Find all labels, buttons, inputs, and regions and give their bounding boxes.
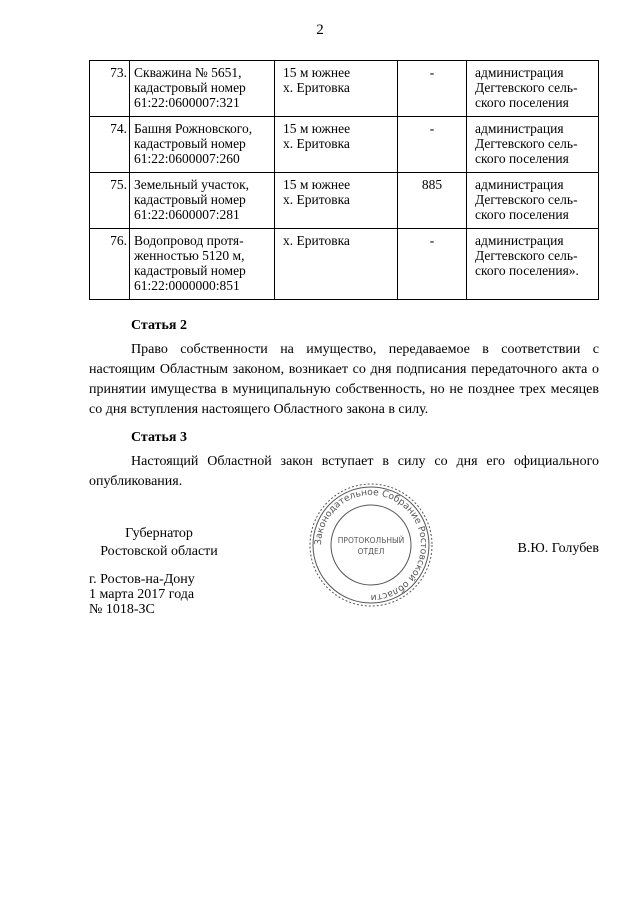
object-name [130, 229, 275, 300]
object-name-line: Скважина № 5651, [134, 65, 242, 80]
object-location [275, 173, 398, 229]
article-2-text: Право собственности на имущество, передаваемое в соответствии с настоящим Областным законом, возникает со дня подписания передаточного акта о принятии имущества в муниципальную собственность, но не позднее трех месяцев со дня вступления настоящего Областного закона в силу. [89, 342, 599, 417]
object-location [275, 61, 398, 117]
date: 1 марта 2017 года [89, 587, 195, 602]
table-row [90, 229, 599, 300]
row-number: 74. [90, 117, 130, 173]
object-name-line: Башня Рожновского, [134, 121, 253, 136]
recipient-line: администрация [475, 65, 564, 80]
table-row [90, 173, 599, 229]
object-location [275, 117, 398, 173]
city: г. Ростов-на-Дону [89, 572, 195, 587]
recipient-line: Дегтевского сель- [475, 136, 578, 151]
object-name-line: 61:22:0000000:851 [134, 278, 240, 293]
seal-outer-ring [310, 484, 432, 606]
place-date-number [89, 572, 195, 617]
page-number: 2 [316, 22, 324, 38]
object-name-line: Водопровод протя- [134, 233, 244, 248]
object-name-line: 61:22:0600007:281 [134, 207, 240, 222]
recipient-line: администрация [475, 233, 564, 248]
object-name-line: кадастровый номер [134, 192, 246, 207]
article-3-text: Настоящий Областной закон вступает в силу со дня его официального опубликования. [89, 454, 599, 489]
object-name-line: кадастровый номер [134, 80, 246, 95]
recipient-line: ского поселения». [475, 263, 579, 278]
object-area: 885 [398, 173, 467, 229]
object-location-line: х. Еритовка [283, 136, 350, 151]
object-location-line: х. Еритовка [283, 233, 350, 248]
property-table [89, 60, 599, 300]
object-location-line: 15 м южнее [283, 121, 351, 136]
official-seal [308, 482, 434, 608]
object-location-line: х. Еритовка [283, 192, 350, 207]
object-area: - [398, 117, 467, 173]
recipient-line: ского поселения [475, 207, 569, 222]
object-name-line: 61:22:0600007:321 [134, 95, 240, 110]
object-name-line: 61:22:0600007:260 [134, 151, 240, 166]
recipient-line: ского поселения [475, 151, 569, 166]
position-line-2: Ростовской области [100, 544, 218, 559]
table-row [90, 117, 599, 173]
object-location-line: 15 м южнее [283, 177, 351, 192]
position-line-1: Губернатор [125, 526, 193, 541]
object-name-line: женностью 5120 м, [134, 248, 245, 263]
seal-inner-ring [331, 505, 411, 585]
object-name [130, 61, 275, 117]
recipient [467, 229, 599, 300]
article-3-title: Статья 3 [131, 430, 187, 445]
recipient-line: Дегтевского сель- [475, 192, 578, 207]
recipient-line: Дегтевского сель- [475, 248, 578, 263]
object-location-line: 15 м южнее [283, 65, 351, 80]
object-area: - [398, 61, 467, 117]
recipient-line: администрация [475, 121, 564, 136]
law-number: № 1018-ЗС [89, 602, 155, 617]
seal-ring-text: Законодательное Собрание Ростовской области [312, 486, 430, 604]
recipient-line: администрация [475, 177, 564, 192]
object-name-line: Земельный участок, [134, 177, 250, 192]
object-name [130, 117, 275, 173]
recipient [467, 61, 599, 117]
object-location-line: х. Еритовка [283, 80, 350, 95]
object-location [275, 229, 398, 300]
object-name-line: кадастровый номер [134, 263, 246, 278]
recipient [467, 117, 599, 173]
seal-center-line-1: ПРОТОКОЛЬНЫЙ [337, 536, 405, 545]
recipient-line: Дегтевского сель- [475, 80, 578, 95]
object-area: - [398, 229, 467, 300]
row-number: 73. [90, 61, 130, 117]
seal-center-line-2: ОТДЕЛ [357, 547, 385, 556]
signatory-position [89, 525, 229, 561]
recipient-line: ского поселения [475, 95, 569, 110]
recipient [467, 173, 599, 229]
row-number: 75. [90, 173, 130, 229]
row-number: 76. [90, 229, 130, 300]
object-name [130, 173, 275, 229]
object-name-line: кадастровый номер [134, 136, 246, 151]
table-row [90, 61, 599, 117]
signatory-name: В.Ю. Голубев [517, 541, 599, 556]
article-2-title: Статья 2 [131, 318, 187, 333]
